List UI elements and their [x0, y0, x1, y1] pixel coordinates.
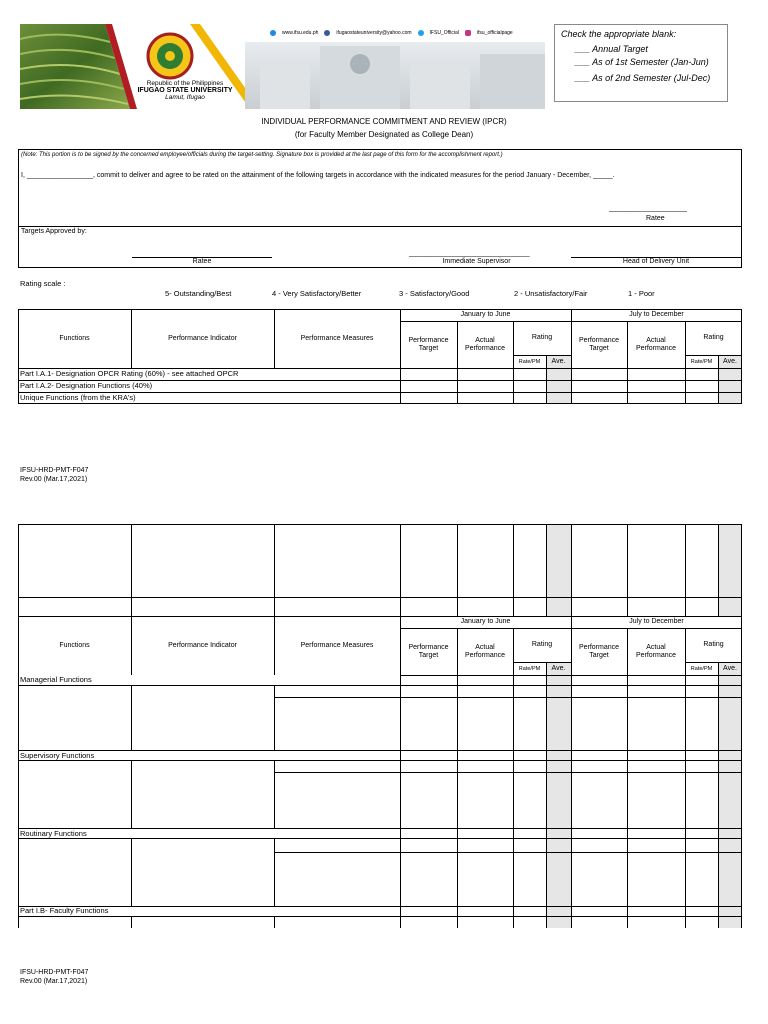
th-actual-2: Actual Performance: [635, 336, 677, 352]
facebook-icon: [324, 30, 330, 36]
scale-1: 1 - Poor: [628, 289, 655, 298]
th2-target-2: Performance Target: [578, 643, 620, 659]
th-jan-jun: January to June: [460, 311, 511, 318]
instagram-icon: [465, 30, 471, 36]
supervisor-signature-line: _______________________________: [409, 250, 530, 257]
th2-ave-2: Ave.: [723, 664, 737, 672]
web-link[interactable]: www.ifsu.edu.ph: [282, 30, 319, 36]
web-icon: [270, 30, 276, 36]
university-location: Lamut, Ifugao: [165, 94, 205, 101]
university-name: IFUGAO STATE UNIVERSITY: [137, 87, 233, 94]
form-subtitle: (for Faculty Member Designated as College Dean): [294, 130, 474, 139]
th-indicator: Performance Indicator: [168, 334, 237, 342]
option-second-sem[interactable]: ___ As of 2nd Semester (Jul-Dec): [575, 73, 711, 83]
th-ave-2: Ave.: [723, 357, 737, 365]
table-2-grid: [18, 524, 742, 928]
ipcr-table-1: [18, 309, 742, 404]
scale-2: 2 - Unsatisfactory/Fair: [514, 289, 588, 298]
th2-ave-1: Ave.: [551, 664, 566, 672]
section-faculty: Part I.B- Faculty Functions: [20, 906, 109, 915]
th2-actual-2: Actual Performance: [635, 643, 677, 659]
th-target-2: Performance Target: [578, 336, 620, 352]
th2-rating-2: Rating: [703, 641, 724, 648]
period-check-box: [554, 24, 728, 102]
sig-head-label: Head of Delivery Unit: [622, 258, 690, 265]
th-rate-pm-2: Rate/PM: [690, 358, 713, 365]
th2-rating-1: Rating: [531, 641, 553, 648]
ipcr-table-2: [18, 524, 742, 928]
th2-indicator: Performance Indicator: [168, 641, 237, 649]
scale-4: 4 - Very Satisfactory/Better: [272, 289, 362, 298]
th-jul-dec: July to December: [629, 311, 684, 318]
section-supervisory: Supervisory Functions: [20, 751, 95, 760]
commitment-text: I, _________________, commit to deliver and agree to be rated on the attainment of the following targets in accordance with the indicated measures for the period January - December, _____.: [21, 172, 615, 179]
scale-5: 5- Outstanding/Best: [165, 289, 232, 298]
ratee-label: Ratee: [646, 215, 665, 222]
footer-rev-2: Rev.00 (Mar.17,2021): [20, 978, 88, 985]
note-text: (Note: This portion is to be signed by the concerned employee/officials during the target-setting. Signature box is provided at the last page of this form for the accomplishment report.): [21, 152, 503, 158]
ratee-signature-line: ____________________: [609, 205, 687, 212]
check-box-title: Check the appropriate blank:: [561, 29, 677, 39]
footer-code-1: IFSU-HRD-PMT-F047: [20, 467, 89, 474]
th-target-1: Performance Target: [408, 336, 449, 352]
th2-functions: Functions: [59, 641, 90, 649]
twitter-icon: [418, 30, 424, 36]
instagram-link[interactable]: ifsu_officialpage: [476, 30, 513, 36]
th-rating-1: Rating: [531, 334, 553, 341]
banner-graphic: [20, 24, 545, 109]
row-unique: Unique Functions (from the KRA's): [20, 393, 136, 402]
sig-ratee-label: Ratee: [192, 258, 212, 265]
th-measures: Performance Measures: [300, 334, 374, 342]
university-banner: [20, 24, 545, 109]
option-annual[interactable]: ___ Annual Target: [575, 44, 648, 54]
row-designation: Part I.A.2- Designation Functions (40%): [20, 381, 153, 390]
th-functions: Functions: [59, 334, 90, 342]
scale-3: 3 - Satisfactory/Good: [399, 289, 470, 298]
th2-target-1: Performance Target: [408, 643, 449, 659]
twitter-link[interactable]: IFSU_Official: [429, 30, 459, 36]
approved-by-label: Targets Approved by:: [21, 228, 87, 235]
email-link[interactable]: ifugaostateuniversity@yahoo.com: [336, 30, 412, 36]
rating-scale-label: Rating scale :: [20, 279, 66, 288]
footer-code-2: IFSU-HRD-PMT-F047: [20, 969, 89, 976]
commitment-box: [18, 149, 742, 268]
form-title: INDIVIDUAL PERFORMANCE COMMITMENT AND REVIEW (IPCR): [261, 117, 507, 126]
sig-supervisor-label: Immediate Supervisor: [442, 258, 511, 265]
th2-measures: Performance Measures: [300, 641, 374, 649]
th2-jul-dec: July to December: [629, 618, 684, 625]
th2-actual-1: Actual Performance: [464, 643, 506, 659]
th2-rate-pm-1: Rate/PM: [518, 665, 541, 672]
row-opcr: Part I.A.1- Designation OPCR Rating (60%) - see attached OPCR: [20, 369, 239, 378]
th-ave-1: Ave.: [551, 357, 566, 365]
th2-rate-pm-2: Rate/PM: [690, 665, 713, 672]
footer-rev-1: Rev.00 (Mar.17,2021): [20, 476, 88, 483]
section-routinary: Routinary Functions: [20, 829, 87, 838]
republic-text: Republic of the Philippines: [146, 80, 224, 87]
th-rating-2: Rating: [703, 334, 724, 341]
th2-jan-jun: January to June: [460, 618, 511, 625]
option-first-sem[interactable]: ___ As of 1st Semester (Jan-Jun): [575, 57, 709, 67]
section-managerial: Managerial Functions: [20, 675, 92, 684]
th-actual-1: Actual Performance: [464, 336, 506, 352]
th-rate-pm-1: Rate/PM: [518, 358, 541, 365]
